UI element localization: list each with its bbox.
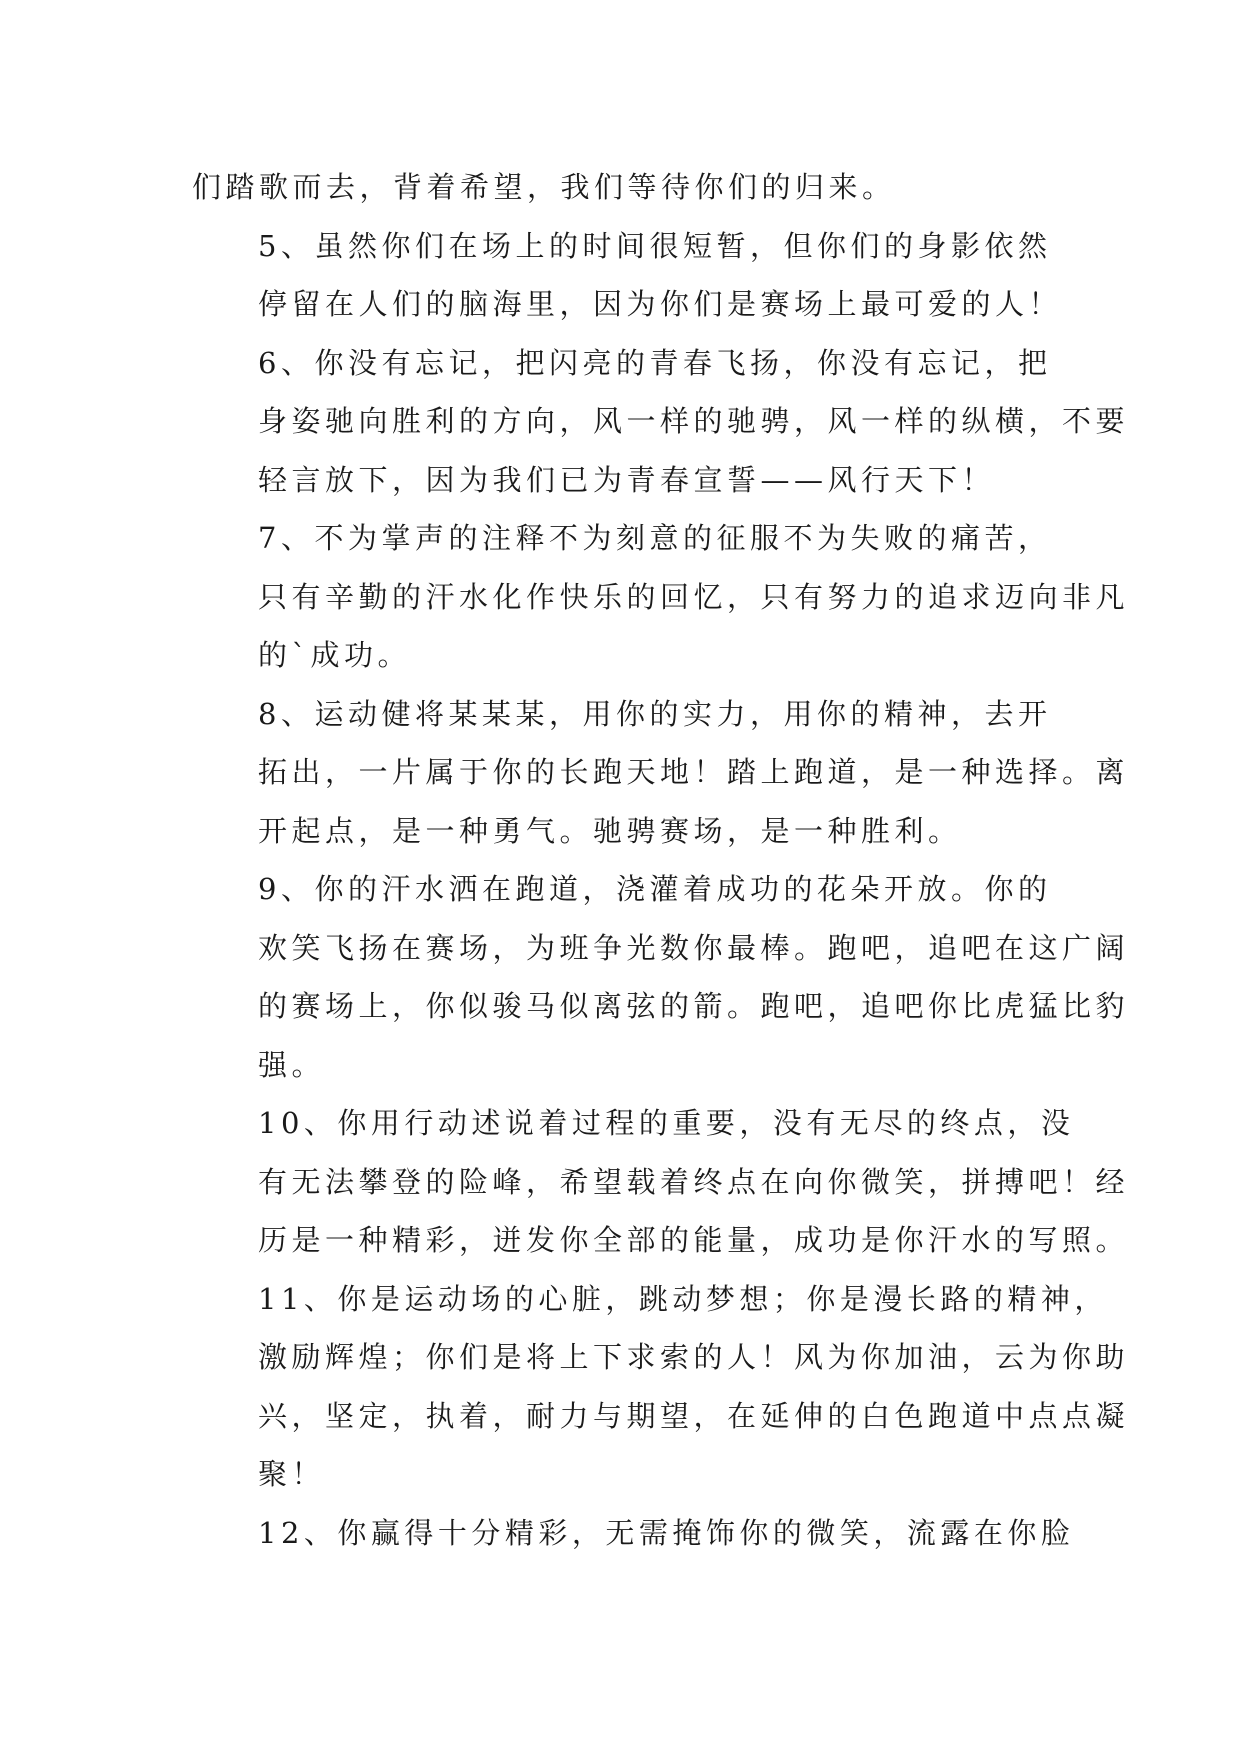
text-line: 6、你没有忘记，把闪亮的青春飞扬，你没有忘记，把 — [258, 345, 1052, 380]
text-line: 12、你赢得十分精彩，无需掩饰你的微笑，流露在你脸 — [258, 1515, 1075, 1550]
text-line: 只有辛勤的汗水化作快乐的回忆，只有努力的追求迈向非凡 — [258, 579, 1130, 614]
text-line: 9、你的汗水洒在跑道，浇灌着成功的花朵开放。你的 — [258, 872, 1052, 906]
text-line: 强。 — [258, 1047, 326, 1082]
text-line: 身姿驰向胜利的方向，风一样的驰骋，风一样的纵横，不要 — [258, 404, 1130, 438]
text-line: 兴，坚定，执着，耐力与期望，在延伸的白色跑道中点点凝 — [258, 1398, 1130, 1433]
text-line: 激励辉煌；你们是将上下求索的人！风为你加油，云为你助 — [258, 1340, 1130, 1374]
text-line: 开起点，是一种勇气。驰骋赛场，是一种胜利。 — [258, 813, 962, 848]
text-line: 聚！ — [258, 1457, 326, 1491]
text-line: 们踏歌而去，背着希望，我们等待你们的归来。 — [192, 170, 896, 204]
paragraph-item-5 — [192, 217, 1063, 334]
text-line: 有无法攀登的险峰，希望载着终点在向你微笑，拼搏吧！经 — [258, 1164, 1130, 1199]
paragraph-item-9 — [192, 860, 1130, 1094]
text-line: 10、你用行动述说着过程的重要，没有无尽的终点，没 — [258, 1106, 1075, 1140]
paragraph-item-10 — [192, 1094, 1130, 1270]
paragraph-continuation — [192, 158, 1052, 217]
document-body — [192, 158, 1130, 1562]
text-line: 的`成功。 — [258, 638, 412, 672]
paragraph-item-12 — [192, 1504, 1075, 1563]
text-line: 的赛场上，你似骏马似离弦的箭。跑吧，追吧你比虎猛比豹 — [258, 989, 1130, 1023]
paragraph-item-8 — [192, 685, 1130, 861]
text-line: 7、不为掌声的注释不为刻意的征服不为失败的痛苦， — [258, 521, 1052, 555]
text-line: 欢笑飞扬在赛场，为班争光数你最棒。跑吧，追吧在这广阔 — [258, 930, 1130, 965]
text-line: 8、运动健将某某某，用你的实力，用你的精神，去开 — [258, 696, 1052, 731]
text-line: 轻言放下，因为我们已为青春宣誓——风行天下！ — [258, 462, 996, 497]
paragraph-item-11 — [192, 1270, 1130, 1504]
text-line: 停留在人们的脑海里，因为你们是赛场上最可爱的人！ — [258, 287, 1063, 321]
text-line: 拓出，一片属于你的长跑天地！踏上跑道，是一种选择。离 — [258, 755, 1130, 789]
text-line: 历是一种精彩，迸发你全部的能量，成功是你汗水的写照。 — [258, 1223, 1130, 1257]
text-line: 11、你是运动场的心脏，跳动梦想；你是漫长路的精神， — [258, 1281, 1108, 1316]
paragraph-item-7 — [192, 509, 1130, 685]
paragraph-item-6 — [192, 334, 1130, 510]
text-line: 5、虽然你们在场上的时间很短暂，但你们的身影依然 — [258, 228, 1052, 263]
